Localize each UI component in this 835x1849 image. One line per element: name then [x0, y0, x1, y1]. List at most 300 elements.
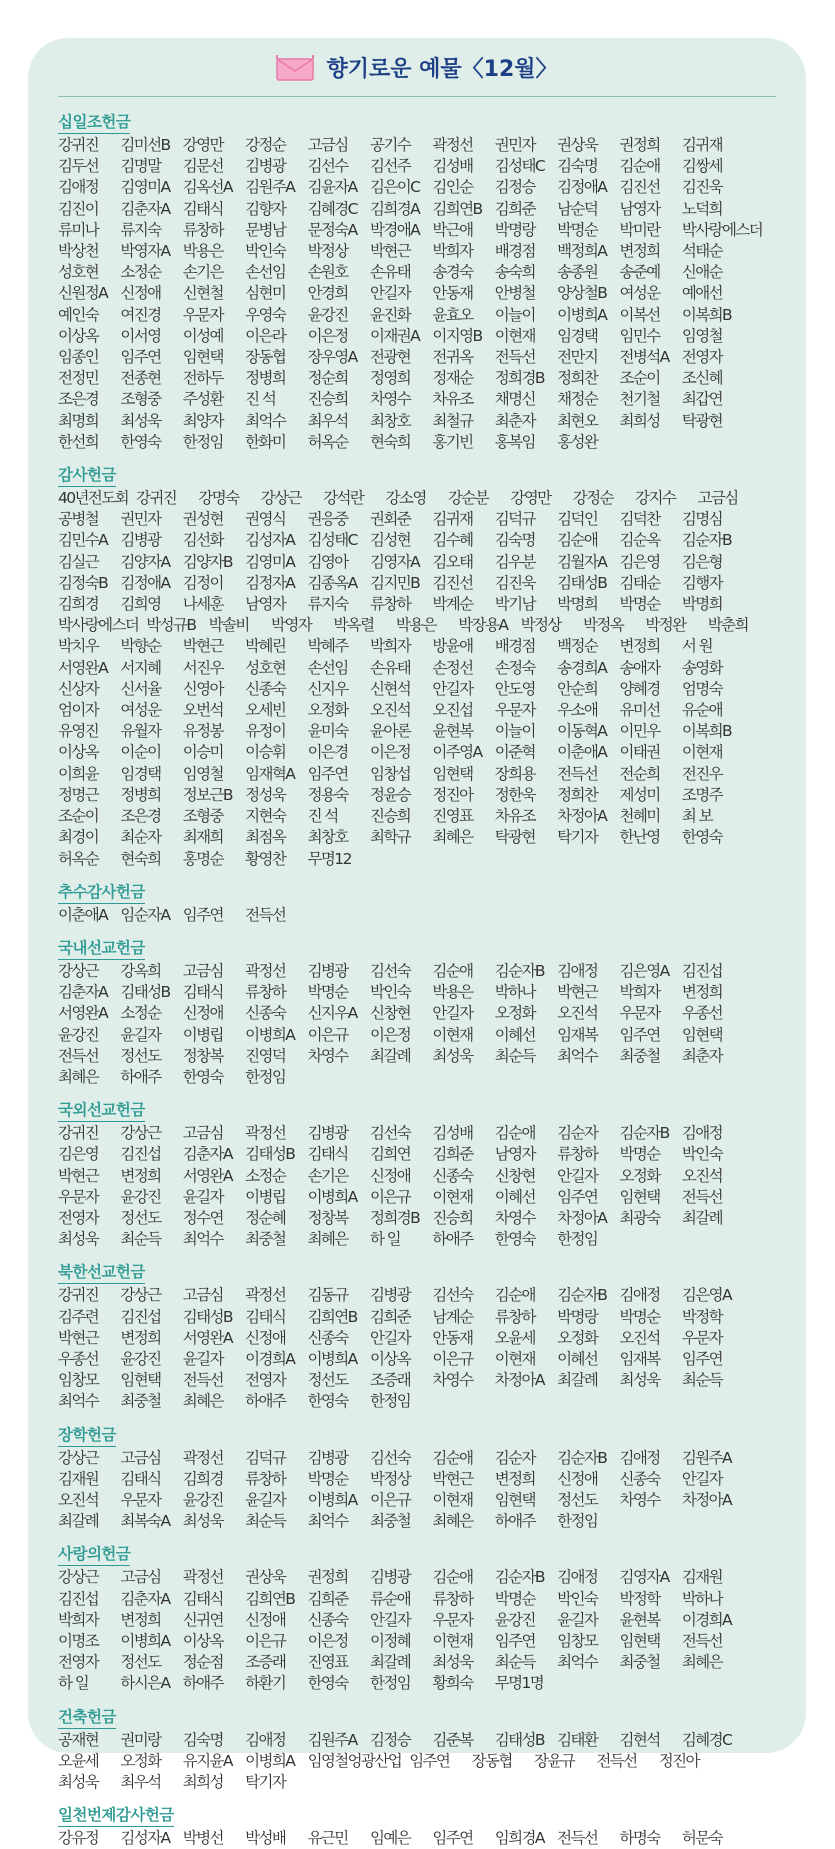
donor-name: 이희윤 — [58, 764, 99, 783]
donor-name: 최중철 — [120, 1392, 161, 1411]
donor-name: 최희성 — [619, 411, 660, 430]
donor-name: 이은규 — [432, 1349, 473, 1368]
donor-name: 이서영 — [120, 326, 161, 345]
donor-name: 이혜선 — [494, 1187, 535, 1206]
donor-name: 김진섭 — [120, 1307, 161, 1326]
donor-name: 김수혜 — [432, 531, 473, 550]
donor-name: 윤길자 — [182, 1349, 223, 1368]
donor-name: 김희경 — [58, 595, 99, 614]
envelope-icon — [276, 54, 314, 81]
donor-name: 우영숙 — [245, 305, 286, 324]
donor-name: 최억수 — [245, 411, 286, 430]
donor-name: 김진섭 — [120, 1145, 161, 1164]
donor-name: 김태성B — [557, 573, 607, 592]
donor-name: 이병희A — [120, 1631, 170, 1650]
donor-name: 박사랑에스더 — [58, 616, 139, 635]
donor-name: 진영표 — [432, 807, 473, 826]
donor-name: 임주연 — [432, 1829, 473, 1848]
donor-name: 제성미 — [619, 785, 660, 804]
donor-name: 류순애 — [369, 1589, 411, 1608]
donor-name: 김선숙 — [432, 1286, 473, 1305]
donor-name: 이병희A — [307, 1490, 357, 1509]
donor-name: 최중철 — [619, 1046, 660, 1065]
donor-name: 변정희 — [120, 1610, 161, 1629]
donor-name: 정진아 — [432, 785, 473, 804]
donor-name: 이혜선 — [494, 1025, 535, 1044]
donor-name: 김정이 — [182, 573, 223, 592]
donor-name: 정선도 — [120, 1046, 161, 1065]
donor-name: 박정학 — [619, 1589, 660, 1608]
donor-name: 김미선B — [120, 136, 170, 154]
donor-name: 성호현 — [58, 263, 99, 282]
donor-name: 박명희 — [557, 595, 598, 614]
donor-name: 진승희 — [432, 1208, 473, 1227]
donor-name: 정한욱 — [494, 785, 535, 804]
donor-name: 하애주 — [432, 1230, 473, 1249]
donor-name: 오정화 — [619, 1166, 660, 1185]
donor-name: 최광숙 — [619, 1208, 660, 1227]
donor-name: 전득선 — [557, 764, 598, 783]
donor-name: 성호현 — [245, 658, 286, 677]
donor-name: 전만지 — [557, 348, 598, 367]
donor-name: 강상근 — [120, 1286, 161, 1305]
donor-name: 안길자 — [681, 1469, 723, 1488]
donor-name: 한정임 — [245, 1067, 286, 1086]
donor-name: 오정화 — [120, 1751, 161, 1770]
donor-name: 변정희 — [120, 1328, 161, 1347]
donor-name: 고금심 — [307, 136, 348, 154]
donor-name: 진승희 — [307, 390, 348, 409]
donor-name: 노덕희 — [681, 199, 723, 218]
donor-name: 김영자A — [619, 1568, 669, 1587]
donor-name: 현숙희 — [120, 849, 161, 868]
donor-name: 신정애 — [369, 1166, 411, 1185]
donor-name: 전득선 — [58, 1046, 99, 1065]
donor-name: 강상근 — [58, 961, 99, 980]
donor-name: 송숙희 — [494, 263, 535, 282]
donor-name: 김문선 — [182, 157, 223, 176]
donor-name: 곽정선 — [182, 1568, 223, 1587]
donor-name: 권영식 — [245, 510, 286, 529]
offering-card — [28, 38, 806, 1848]
donor-name: 조증래 — [369, 1371, 411, 1390]
donor-name: 김태성B — [120, 983, 170, 1002]
donor-name: 한난영 — [619, 828, 660, 847]
donor-name: 신종숙 — [307, 1328, 348, 1347]
donor-name: 김월자A — [557, 552, 607, 571]
donor-name: 김태성B — [182, 1307, 232, 1326]
donor-name: 양상철B — [557, 284, 607, 303]
donor-name: 변정희 — [494, 1469, 535, 1488]
section-title: 십일조헌금 — [58, 112, 130, 134]
donor-name: 이상옥 — [182, 1631, 223, 1650]
donor-name: 강영만 — [182, 136, 223, 154]
donor-name: 하애주 — [182, 1674, 223, 1693]
donor-name: 이은규 — [369, 1187, 411, 1206]
donor-name: 안길자 — [369, 284, 411, 303]
donor-name: 한영숙 — [120, 432, 161, 451]
name-list — [58, 905, 776, 926]
donor-name: 김선숙 — [369, 961, 411, 980]
donor-name: 임주연 — [182, 905, 223, 924]
donor-name: 권상욱 — [557, 136, 598, 154]
donor-name: 곽정선 — [245, 1286, 286, 1305]
donor-name: 변정희 — [681, 983, 723, 1002]
donor-name: 양혜경 — [619, 679, 660, 698]
donor-name: 차유조 — [494, 807, 535, 826]
donor-name: 임영철 — [182, 764, 223, 783]
donor-name: 김지민B — [369, 573, 420, 592]
offering-section — [58, 1805, 776, 1849]
donor-name: 최순득 — [494, 1653, 535, 1672]
donor-name: 김선숙 — [369, 1124, 411, 1143]
donor-name: 박희자 — [369, 637, 411, 656]
donor-name: 강석란 — [323, 489, 364, 508]
donor-name: 정재순 — [432, 369, 473, 388]
donor-name: 김병광 — [120, 531, 161, 550]
donor-name: 임현택 — [619, 1631, 660, 1650]
donor-name: 전득선 — [681, 1187, 723, 1206]
donor-name: 신원정A — [58, 284, 108, 303]
donor-name: 김순자B — [494, 961, 544, 980]
donor-name: 한정임 — [182, 432, 223, 451]
donor-name: 이은정 — [307, 1631, 348, 1650]
donor-name: 오진석 — [681, 1166, 723, 1185]
donor-name: 최갈례 — [58, 1512, 99, 1531]
donor-name: 김정애A — [120, 573, 170, 592]
donor-name: 박정상 — [307, 242, 348, 261]
donor-name: 허옥순 — [58, 849, 99, 868]
donor-name: 김희준 — [307, 1589, 348, 1608]
donor-name: 김재원 — [58, 1469, 99, 1488]
donor-name: 김양자A — [120, 552, 170, 571]
donor-name: 황영찬 — [245, 849, 286, 868]
donor-name: 정선도 — [307, 1371, 348, 1390]
donor-name: 김선숙 — [369, 1448, 411, 1467]
donor-name: 차정아A — [494, 1371, 544, 1390]
donor-name: 차영수 — [494, 1208, 535, 1227]
donor-name: 신현철 — [182, 284, 223, 303]
donor-name: 김준복 — [432, 1730, 473, 1749]
donor-name: 임주연 — [494, 1631, 535, 1650]
donor-name: 진영표 — [307, 1653, 348, 1672]
donor-name: 박명희 — [681, 595, 723, 614]
donor-name: 조은경 — [58, 390, 99, 409]
donor-name: 김정승 — [369, 1730, 411, 1749]
donor-name: 최춘자 — [681, 1046, 723, 1065]
donor-name: 무명1명 — [494, 1674, 544, 1693]
donor-name: 이태권 — [619, 743, 660, 762]
donor-name: 이춘애A — [557, 743, 607, 762]
donor-name: 김영미A — [245, 552, 295, 571]
donor-name: 김성태C — [307, 531, 357, 550]
donor-name: 조형중 — [120, 390, 161, 409]
donor-name: 박인숙 — [557, 1589, 598, 1608]
donor-name: 최순득 — [245, 1512, 286, 1531]
donor-name: 강상근 — [120, 1124, 161, 1143]
donor-name: 문병남 — [245, 220, 286, 239]
donor-name: 채명신 — [494, 390, 535, 409]
donor-name: 변정희 — [120, 1166, 161, 1185]
donor-name: 김순자B — [557, 1286, 607, 1305]
donor-name: 김원주A — [681, 1448, 732, 1467]
donor-name: 김희준 — [432, 1145, 473, 1164]
donor-name: 박기남 — [494, 595, 535, 614]
donor-name: 신종숙 — [619, 1469, 660, 1488]
donor-name: 신영아 — [182, 679, 223, 698]
donor-name: 김양자B — [182, 552, 232, 571]
donor-name: 전영자 — [681, 348, 723, 367]
donor-name: 이은규 — [245, 1631, 286, 1650]
donor-name: 최중철 — [619, 1653, 660, 1672]
donor-name: 김희경 — [182, 1469, 223, 1488]
donor-name: 김희영 — [120, 595, 161, 614]
donor-name: 황희숙 — [432, 1674, 473, 1693]
donor-name: 차정아A — [681, 1490, 732, 1509]
donor-name: 윤아론 — [369, 722, 411, 741]
donor-name: 강정순 — [572, 489, 613, 508]
donor-name: 김은영A — [619, 961, 669, 980]
donor-name: 최갈례 — [557, 1371, 598, 1390]
donor-name: 윤강진 — [494, 1610, 535, 1629]
donor-name: 윤강진 — [58, 1025, 99, 1044]
donor-name: 정보근B — [182, 785, 232, 804]
donor-name: 고금심 — [182, 961, 223, 980]
donor-name: 김오태 — [432, 552, 473, 571]
donor-name: 류창하 — [557, 1145, 598, 1164]
donor-name: 김성배 — [432, 157, 473, 176]
offering-section — [58, 882, 776, 926]
donor-name: 장희용 — [494, 764, 535, 783]
donor-name: 신창현 — [369, 1004, 411, 1023]
donor-name: 엄명숙 — [681, 679, 723, 698]
donor-name: 박명순 — [619, 595, 660, 614]
donor-name: 박상천 — [58, 242, 99, 261]
section-title: 추수감사헌금 — [58, 882, 145, 904]
donor-name: 박명순 — [619, 1307, 660, 1326]
donor-name: 진영덕 — [245, 1046, 286, 1065]
donor-name: 이은정 — [369, 743, 411, 762]
donor-name: 김태환 — [557, 1730, 598, 1749]
donor-name: 고금심 — [120, 1568, 161, 1587]
donor-name: 김애정 — [681, 1124, 723, 1143]
donor-name: 김순애 — [619, 157, 660, 176]
donor-name: 주성환 — [182, 390, 223, 409]
donor-name: 전득선 — [557, 1829, 598, 1848]
donor-name: 변정희 — [619, 637, 660, 656]
donor-name: 차영수 — [307, 1046, 348, 1065]
donor-name: 김선수 — [307, 157, 348, 176]
donor-name: 최혜은 — [307, 1230, 348, 1249]
donor-name: 김진선 — [619, 178, 660, 197]
donor-name: 정선도 — [557, 1490, 598, 1509]
donor-name: 최혜은 — [432, 1512, 473, 1531]
donor-name: 김태식 — [120, 1469, 161, 1488]
donor-name: 유미선 — [619, 701, 660, 720]
donor-name: 최억수 — [58, 1392, 99, 1411]
donor-name: 이경희A — [681, 1610, 732, 1629]
donor-name: 임경택 — [120, 764, 161, 783]
donor-name: 정선도 — [120, 1653, 161, 1672]
donor-name: 조증래 — [245, 1653, 286, 1672]
donor-name: 전병석A — [619, 348, 669, 367]
donor-name: 류미나 — [58, 220, 99, 239]
donor-name: 신현석 — [369, 679, 411, 698]
donor-name: 김덕인 — [557, 510, 598, 529]
donor-name: 김순자 — [494, 1448, 535, 1467]
donor-name: 김애정 — [58, 178, 99, 197]
donor-name: 최현오 — [557, 411, 598, 430]
donor-name: 강귀진 — [58, 1286, 99, 1305]
donor-name: 오진섭 — [432, 701, 473, 720]
donor-name: 우문자 — [182, 305, 223, 324]
donor-name: 정창복 — [307, 1208, 348, 1227]
donor-name: 안순희 — [557, 679, 598, 698]
donor-name: 손기은 — [307, 1166, 348, 1185]
donor-name: 김귀재 — [432, 510, 473, 529]
donor-name: 김희연B — [432, 199, 482, 218]
donor-name: 전진우 — [681, 764, 723, 783]
donor-name: 박정상 — [520, 616, 561, 635]
donor-name: 한영숙 — [307, 1392, 348, 1411]
donor-name: 김진욱 — [681, 178, 723, 197]
donor-name: 김희준 — [369, 1307, 411, 1326]
donor-name: 정순희 — [307, 369, 348, 388]
donor-name: 이재권A — [369, 326, 420, 345]
donor-name: 차정아A — [557, 1208, 607, 1227]
donor-name: 류지숙 — [120, 220, 161, 239]
donor-name: 김귀재 — [681, 136, 723, 154]
donor-name: 최성욱 — [432, 1653, 473, 1672]
donor-name: 이승휘 — [245, 743, 286, 762]
donor-name: 이현재 — [432, 1490, 473, 1509]
donor-name: 이성예 — [182, 326, 223, 345]
donor-name: 이순이 — [120, 743, 161, 762]
donor-name: 류창하 — [369, 595, 411, 614]
donor-name: 박현근 — [58, 1166, 99, 1185]
donor-name: 안병철 — [494, 284, 535, 303]
donor-name: 김향자 — [245, 199, 286, 218]
offering-section — [58, 1425, 776, 1533]
donor-name: 임현택 — [619, 1187, 660, 1206]
donor-name: 안길자 — [432, 679, 473, 698]
section-title: 장학헌금 — [58, 1425, 116, 1447]
donor-name: 안길자 — [557, 1166, 598, 1185]
donor-name: 전순희 — [619, 764, 660, 783]
donor-name: 차영수 — [619, 1490, 660, 1509]
donor-name: 이병희A — [245, 1751, 295, 1770]
donor-name: 박명랑 — [494, 220, 535, 239]
donor-name: 신종숙 — [245, 679, 286, 698]
donor-name: 정수연 — [182, 1208, 223, 1227]
donor-name: 이현재 — [432, 1631, 473, 1650]
donor-name: 안경희 — [307, 284, 348, 303]
offering-section — [58, 1544, 776, 1694]
donor-name: 박명순 — [494, 1589, 535, 1608]
donor-name: 박계순 — [432, 595, 473, 614]
name-list — [58, 1285, 776, 1412]
donor-name: 김애정 — [557, 961, 598, 980]
donor-name: 임주연 — [120, 348, 161, 367]
donor-name: 김영아 — [307, 552, 348, 571]
donor-name: 최갈례 — [369, 1046, 411, 1065]
donor-name: 정창복 — [182, 1046, 223, 1065]
donor-name: 이현재 — [494, 1349, 535, 1368]
section-title: 국외선교헌금 — [58, 1100, 145, 1122]
donor-name: 고금심 — [182, 1124, 223, 1143]
donor-name: 김성배 — [432, 1124, 473, 1143]
donor-name: 박희자 — [619, 983, 660, 1002]
donor-name: 우문자 — [681, 1328, 723, 1347]
donor-name: 배경점 — [494, 637, 535, 656]
donor-name: 안길자 — [369, 1328, 411, 1347]
donor-name: 문정숙A — [307, 220, 357, 239]
donor-name: 소정순 — [120, 263, 161, 282]
donor-name: 김성현 — [369, 531, 411, 550]
donor-name: 박하나 — [681, 1589, 723, 1608]
offering-section — [58, 1707, 776, 1794]
donor-name: 탁광현 — [681, 411, 723, 430]
donor-name: 김덕규 — [494, 510, 535, 529]
offering-section — [58, 1100, 776, 1250]
donor-name: 신종숙 — [245, 1004, 286, 1023]
donor-name: 하애주 — [120, 1067, 161, 1086]
donor-name: 최창호 — [307, 828, 348, 847]
donor-name: 강영만 — [510, 489, 551, 508]
donor-name: 김성자A — [120, 1829, 170, 1848]
donor-name: 권민자 — [494, 136, 535, 154]
donor-name: 신정애 — [245, 1610, 286, 1629]
donor-name: 김진욱 — [494, 573, 535, 592]
donor-name: 이은라 — [245, 326, 286, 345]
donor-name: 전득선 — [182, 1371, 223, 1390]
donor-name: 이병립 — [245, 1187, 286, 1206]
donor-name: 오윤세 — [494, 1328, 535, 1347]
donor-name: 전하두 — [182, 369, 223, 388]
donor-name: 박명순 — [307, 983, 348, 1002]
donor-name: 김정승 — [494, 178, 535, 197]
donor-name: 유지윤A — [182, 1751, 232, 1770]
donor-name: 윤강진 — [120, 1349, 161, 1368]
donor-name: 김선주 — [369, 157, 411, 176]
donor-name: 김태식 — [182, 1589, 223, 1608]
donor-name: 이병희A — [307, 1187, 357, 1206]
donor-name: 하명숙 — [619, 1829, 660, 1848]
donor-name: 임재혁A — [245, 764, 295, 783]
name-list — [58, 488, 776, 870]
donor-name: 박인숙 — [369, 983, 411, 1002]
donor-name: 이현재 — [681, 743, 723, 762]
donor-name: 최복숙A — [120, 1512, 170, 1531]
donor-name: 최점옥 — [245, 828, 286, 847]
donor-name: 박정옥 — [582, 616, 624, 635]
donor-name: 김순애 — [432, 1568, 473, 1587]
donor-name: 이민우 — [619, 722, 660, 741]
donor-name: 정병희 — [245, 369, 286, 388]
donor-name: 최억수 — [557, 1653, 598, 1672]
donor-name: 한정임 — [557, 1230, 598, 1249]
donor-name: 김동규 — [307, 1286, 348, 1305]
donor-name: 진 석 — [307, 807, 338, 826]
donor-name: 박혜주 — [307, 637, 348, 656]
donor-name: 김태식 — [245, 1307, 286, 1326]
donor-name: 여성운 — [120, 701, 161, 720]
donor-name: 김덕찬 — [619, 510, 660, 529]
donor-name: 서진우 — [182, 658, 223, 677]
donor-name: 임현택 — [120, 1371, 161, 1390]
name-list — [58, 1567, 776, 1694]
donor-name: 우문자 — [58, 1187, 99, 1206]
